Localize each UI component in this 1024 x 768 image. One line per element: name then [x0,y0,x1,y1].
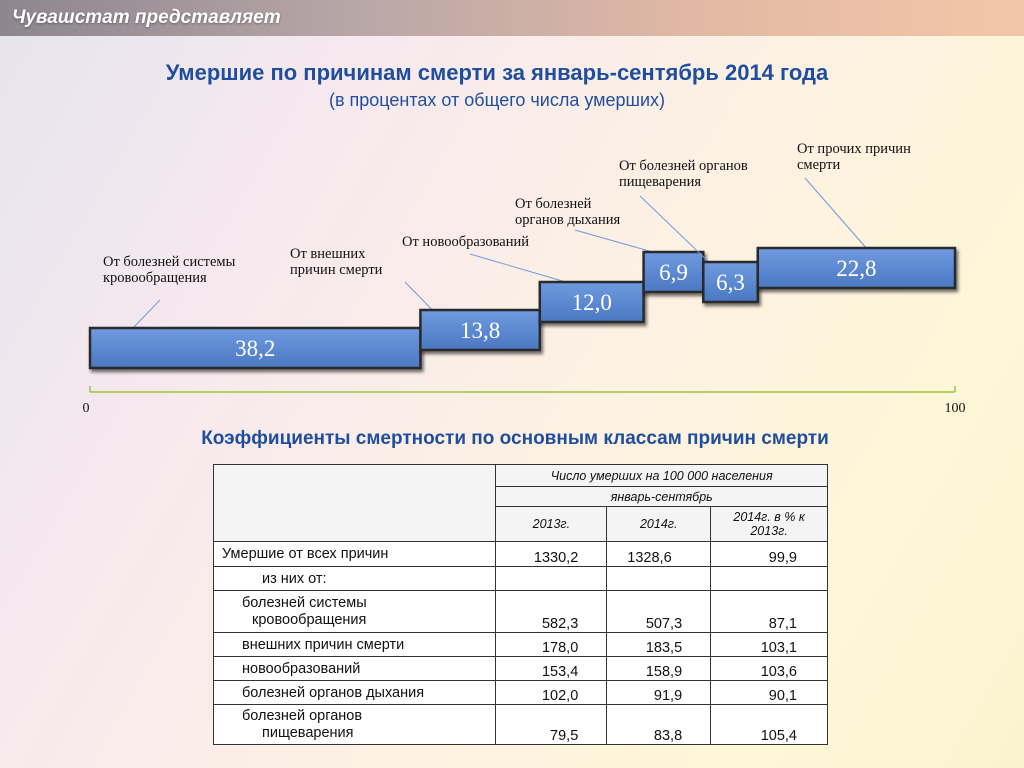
mortality-rates-table [213,464,828,745]
bar-value-label: 6,3 [716,270,745,295]
row-label-line-1: болезней органов [242,707,363,724]
cell-2013 [496,567,607,591]
cell-percent: 87,1 [711,591,828,633]
death-causes-chart [0,130,1024,430]
leader-line [470,254,566,282]
row-label-line-2: кровообращения [252,611,367,628]
cell-2014: 507,3 [607,591,711,633]
bar-value-label: 38,2 [235,336,276,361]
row-label: новообразований [214,657,496,681]
top-banner [0,0,1024,36]
header-main: Число умерших на 100 000 населения [496,465,828,487]
cell-percent: 99,9 [711,542,828,567]
bar-value-label: 6,9 [659,260,688,285]
category-label [797,141,911,173]
table-row [214,633,828,657]
category-label-line: От новообразований [402,234,530,250]
leader-line [133,300,160,328]
cell-percent: 90,1 [711,681,828,705]
leader-line [405,282,432,310]
category-label-line: От болезней [515,196,592,212]
cell-2014: 183,5 [607,633,711,657]
cell-2014: 158,9 [607,657,711,681]
category-label [402,234,529,250]
x-tick-label: 100 [944,401,966,416]
row-label [214,705,496,745]
cell-percent: 103,6 [711,657,828,681]
category-label-line: От болезней системы [103,254,236,270]
category-label-line: От болезней органов [619,158,748,174]
column-header-percent: 2014г. в % к 2013г. [711,507,828,542]
row-label: внешних причин смерти [214,633,496,657]
table-row [214,591,828,633]
category-label-line: пищеварения [619,174,702,190]
header-period: январь-сентябрь [496,487,828,507]
column-header-2013: 2013г. [496,507,607,542]
brand-title: Чувашстат представляет [12,7,281,28]
bar-value-label: 12,0 [571,290,612,315]
category-label-line: смерти [797,157,841,173]
cell-2013: 102,0 [496,681,607,705]
category-label-line: От прочих причин [797,141,911,157]
category-label-line: органов дыхания [515,212,621,228]
table-row [214,542,828,567]
cell-2013: 1330,2 [496,542,607,567]
category-label-line: кровообращения [103,270,207,286]
category-label [290,246,383,278]
table-corner-cell [214,465,496,542]
cell-2014: 91,9 [607,681,711,705]
table-row [214,681,828,705]
cell-2013: 79,5 [496,705,607,745]
table-row [214,567,828,591]
leader-line [575,230,653,252]
table-row [214,657,828,681]
cell-2014 [607,567,711,591]
row-label: Умершие от всех причин [214,542,496,567]
row-label-line-1: болезней системы [242,594,367,611]
category-label [619,158,748,190]
cell-percent [711,567,828,591]
category-label-line: От внешних [290,246,366,262]
cell-2014: 83,8 [607,705,711,745]
table-row [214,705,828,745]
cell-2013: 582,3 [496,591,607,633]
bar-value-label: 13,8 [459,318,501,343]
row-label: болезней органов дыхания [214,681,496,705]
table-title: Коэффициенты смертности по основным классам причин смерти [201,428,829,449]
cell-2013: 178,0 [496,633,607,657]
page-subtitle: (в процентах от общего числа умерших) [328,90,666,110]
category-label-line: причин смерти [290,262,383,278]
row-label: из них от: [214,567,496,591]
leader-line [805,178,866,248]
category-label [515,196,620,228]
bar-value-label: 22,8 [836,256,877,281]
cell-2013: 153,4 [496,657,607,681]
category-label [103,254,236,286]
cell-percent: 103,1 [711,633,828,657]
row-label [214,591,496,633]
x-tick-label: 0 [82,401,90,416]
cell-2014: 1328,6 [607,542,711,567]
page-title: Умершие по причинам смерти за январь-сентябрь 2014 года [165,60,829,85]
column-header-2014: 2014г. [607,507,711,542]
cell-percent: 105,4 [711,705,828,745]
row-label-line-2: пищеварения [262,724,354,741]
